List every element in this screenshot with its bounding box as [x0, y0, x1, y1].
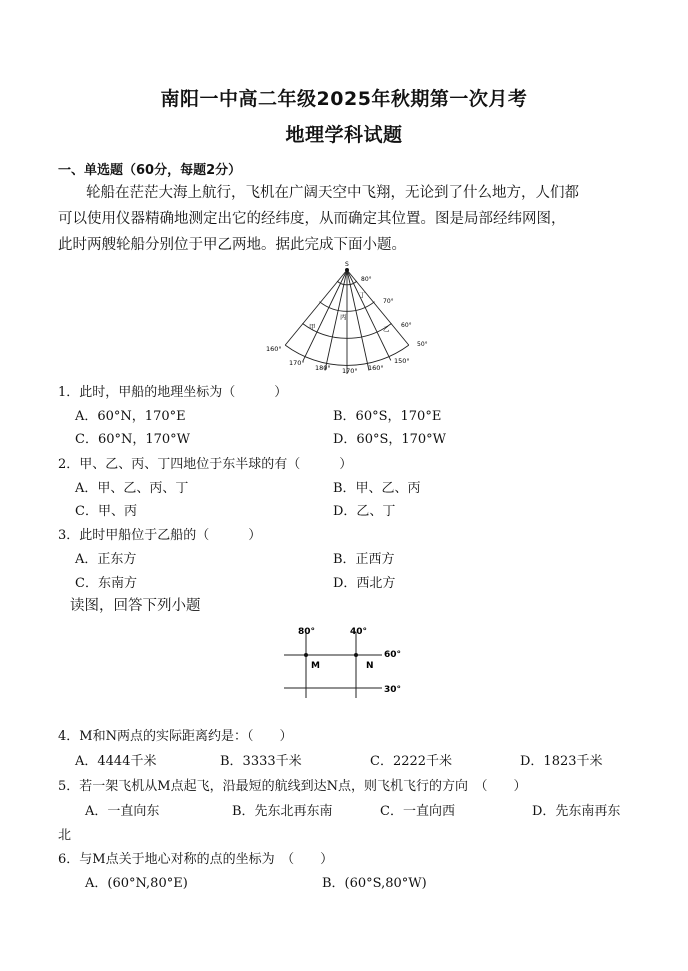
lat-label-30: 30° — [384, 685, 402, 695]
q1-option-b[interactable]: B．60°S，170°E — [333, 409, 442, 424]
place-yi: 乙 — [383, 325, 390, 333]
intro-line-2: 可以使用仪器精确地测定出它的经纬度，从而确定其位置。图是局部经纬网图， — [58, 211, 566, 227]
graticule-figure — [262, 258, 442, 378]
point-m-label: M — [311, 661, 320, 671]
exam-title: 南阳一中高二年级2025年秋期第一次月考 — [160, 88, 528, 110]
lon-label-170-right: 170° — [342, 367, 358, 375]
lat-label-80: 80° — [361, 276, 372, 283]
lat-label-50: 50° — [417, 341, 428, 348]
lat-label-70: 70° — [383, 298, 394, 305]
q5-option-d-wrap: 北 — [58, 828, 72, 843]
lon-label-160-right: 160° — [368, 364, 384, 372]
q2-option-d[interactable]: D．乙、丁 — [333, 504, 396, 519]
q2-option-c[interactable]: C．甲、丙 — [75, 504, 137, 519]
exam-subtitle: 地理学科试题 — [285, 124, 403, 146]
q1-option-d[interactable]: D．60°S，170°W — [333, 432, 447, 447]
place-bing: 丙 — [340, 313, 347, 321]
place-jia: 甲 — [309, 323, 316, 331]
q4-option-d[interactable]: D．1823千米 — [520, 754, 603, 769]
pole-label: S — [345, 261, 349, 268]
meridian-160e — [347, 270, 369, 371]
grid-figure — [280, 622, 420, 702]
q1-option-c[interactable]: C．60°N，170°W — [75, 432, 191, 447]
q2-option-b[interactable]: B．甲、乙、丙 — [333, 481, 421, 496]
question-4-stem: 4．M和N两点的实际距离约是：（ ） — [58, 729, 293, 744]
lat-label-60: 60° — [384, 650, 402, 660]
q3-option-a[interactable]: A．正东方 — [75, 552, 137, 567]
lon-label-150: 150° — [394, 357, 410, 365]
south-pole-point — [345, 268, 349, 272]
q5-option-b[interactable]: B．先东北再东南 — [232, 804, 333, 819]
point-n-dot — [354, 653, 358, 657]
section-heading: 一、单选题（60分，每题2分） — [58, 163, 242, 178]
lat-label-60: 60° — [401, 322, 412, 329]
q1-option-a[interactable]: A．60°N，170°E — [75, 409, 186, 424]
read-prompt: 读图，回答下列小题 — [70, 598, 201, 614]
place-ding: 丁 — [359, 291, 366, 299]
question-2-stem: 2．甲、乙、丙、丁四地位于东半球的有（ ） — [58, 457, 353, 472]
q2-option-a[interactable]: A．甲、乙、丙、丁 — [75, 481, 189, 496]
lon-label-180: 180° — [315, 364, 331, 372]
q5-option-a[interactable]: A．一直向东 — [85, 804, 160, 819]
lon-label-170-left: 170° — [289, 359, 305, 367]
q4-option-a[interactable]: A．4444千米 — [75, 754, 157, 769]
q3-option-d[interactable]: D．西北方 — [333, 576, 396, 591]
q4-option-b[interactable]: B．3333千米 — [220, 754, 302, 769]
question-6-stem: 6．与M点关于地心对称的点的坐标为 （ ） — [58, 852, 334, 867]
intro-line-3: 此时两艘轮船分别位于甲乙两地。据此完成下面小题。 — [58, 237, 406, 253]
q5-option-c[interactable]: C．一直向西 — [380, 804, 455, 819]
lon-label-40: 40° — [350, 627, 368, 637]
q3-option-b[interactable]: B．正西方 — [333, 552, 395, 567]
q4-option-c[interactable]: C．2222千米 — [370, 754, 453, 769]
intro-line-1: 轮船在茫茫大海上航行，飞机在广阔天空中飞翔，无论到了什么地方，人们都 — [86, 185, 579, 201]
q6-option-a[interactable]: A．(60°N,80°E) — [85, 876, 188, 891]
question-5-stem: 5．若一架飞机从M点起飞，沿最短的航线到达N点，则飞机飞行的方向 （ ） — [58, 779, 527, 794]
q6-option-b[interactable]: B．(60°S,80°W) — [322, 876, 427, 891]
q5-option-d[interactable]: D．先东南再东 — [532, 804, 621, 819]
point-n-label: N — [366, 661, 374, 671]
question-3-stem: 3．此时甲船位于乙船的（ ） — [58, 528, 262, 543]
question-1-stem: 1．此时，甲船的地理坐标为（ ） — [58, 385, 288, 400]
point-m-dot — [304, 653, 308, 657]
lon-label-160-left: 160° — [266, 345, 282, 353]
lon-label-80: 80° — [298, 627, 316, 637]
q3-option-c[interactable]: C．东南方 — [75, 576, 137, 591]
